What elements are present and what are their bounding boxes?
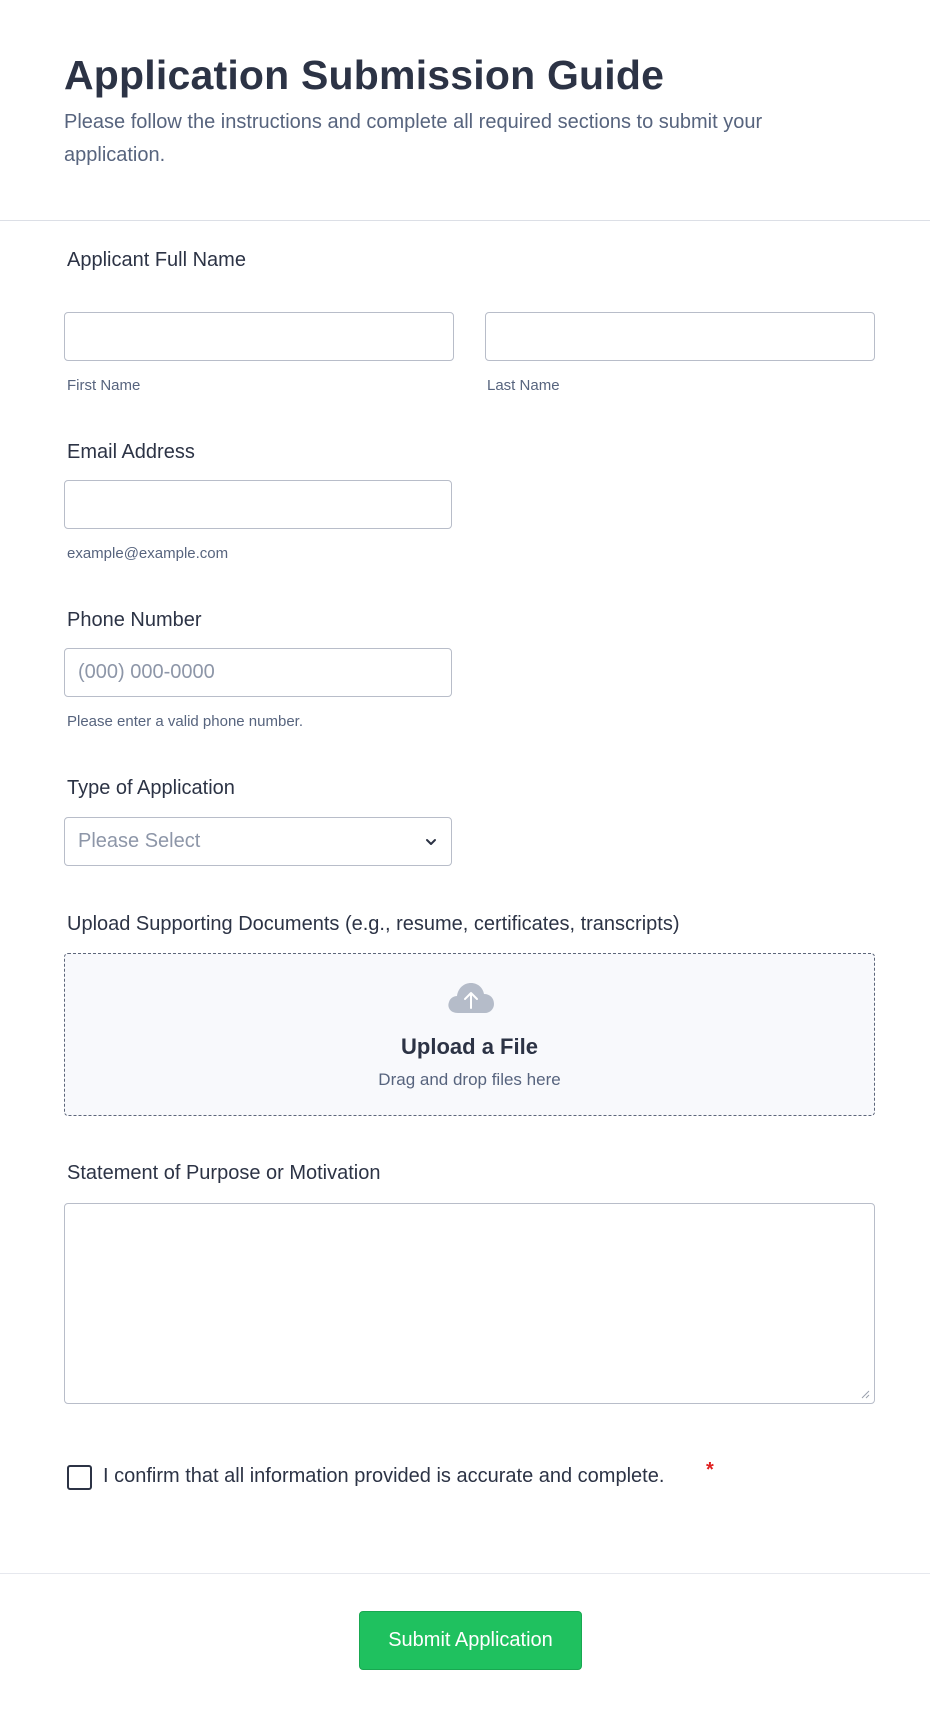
last-name-sublabel: Last Name bbox=[487, 377, 560, 394]
upload-subtitle: Drag and drop files here bbox=[378, 1070, 561, 1089]
last-name-input[interactable] bbox=[485, 312, 875, 361]
phone-input[interactable] bbox=[64, 648, 452, 697]
upload-title: Upload a File bbox=[401, 1034, 538, 1059]
file-dropzone[interactable] bbox=[64, 953, 875, 1116]
phone-sublabel: Please enter a valid phone number. bbox=[67, 713, 303, 730]
application-type-selected: Please Select bbox=[78, 830, 201, 852]
confirm-checkbox[interactable] bbox=[67, 1465, 92, 1490]
application-type-select[interactable] bbox=[64, 817, 452, 866]
submit-button[interactable]: Submit Application bbox=[359, 1611, 582, 1670]
page-title: Application Submission Guide bbox=[64, 52, 665, 98]
resize-grip-icon[interactable] bbox=[860, 1389, 870, 1399]
first-name-sublabel: First Name bbox=[67, 377, 141, 394]
full-name-label: Applicant Full Name bbox=[67, 249, 246, 271]
email-label: Email Address bbox=[67, 441, 195, 463]
email-sublabel: example@example.com bbox=[67, 545, 229, 562]
cloud-upload-icon bbox=[446, 980, 496, 1016]
application-type-label: Type of Application bbox=[67, 777, 235, 799]
confirm-label: I confirm that all information provided is accurate and complete. bbox=[103, 1465, 665, 1487]
email-input[interactable] bbox=[64, 480, 452, 529]
chevron-down-icon bbox=[424, 835, 438, 849]
footer-divider bbox=[0, 1573, 930, 1574]
statement-label: Statement of Purpose or Motivation bbox=[67, 1162, 381, 1184]
phone-label: Phone Number bbox=[67, 609, 202, 631]
form-header bbox=[0, 0, 930, 221]
upload-label: Upload Supporting Documents (e.g., resume, certificates, transcripts) bbox=[67, 913, 680, 935]
first-name-input[interactable] bbox=[64, 312, 454, 361]
page-subtitle: Please follow the instructions and complete all required sections to submit your application. bbox=[64, 111, 763, 166]
required-indicator: * bbox=[706, 1459, 714, 1481]
statement-textarea[interactable] bbox=[64, 1203, 875, 1404]
